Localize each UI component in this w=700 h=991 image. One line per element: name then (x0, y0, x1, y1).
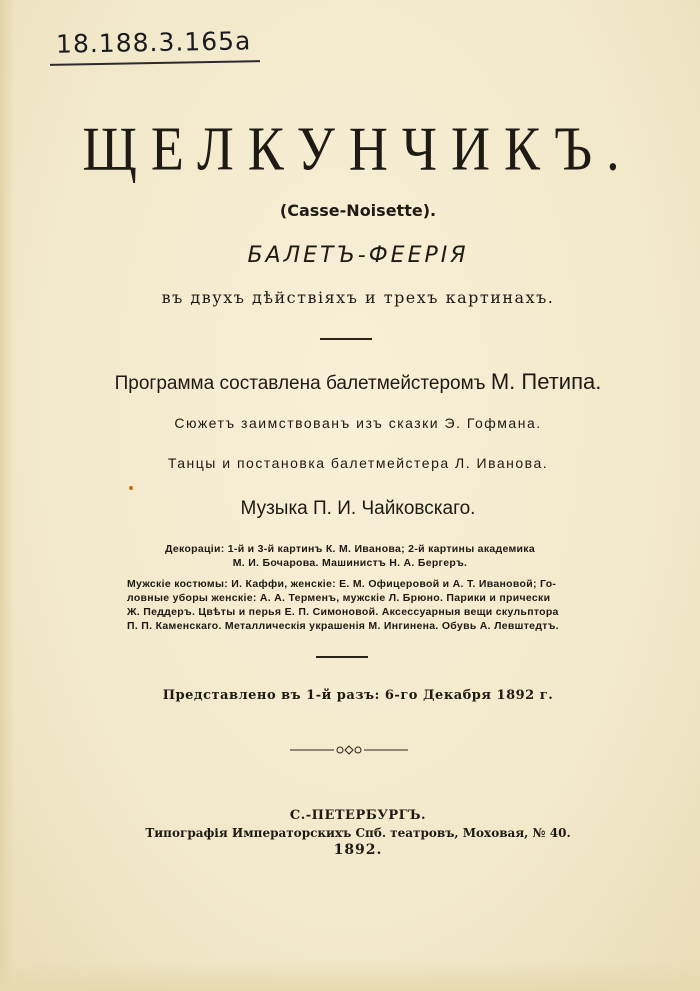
music-credit: Музыка П. И. Чайковскаго. (240, 498, 476, 519)
divider-rule-2 (316, 656, 368, 658)
french-subtitle: (Casse-Noisette). (279, 201, 437, 220)
plot-source: Сюжетъ заимствованъ изъ сказки Э. Гофмана. (174, 415, 542, 431)
costumes-line-3: Ж. Педдеръ. Цвѣты и перья Е. П. Симоновой. Аксессуарныя вещи скульптора (127, 606, 559, 618)
main-title: ЩЕЛКУНЧИКЪ. (82, 114, 634, 184)
divider-rule-1 (320, 338, 372, 340)
choreography-credit: Танцы и постановка балетмейстера Л. Иванова. (167, 455, 549, 471)
costumes-line-1: Мужскіе костюмы: И. Каффи, женскіе: Е. М. Офицеровой и А. Т. Ивановой; Го- (127, 578, 557, 590)
library-call-number: 18.188.3.165а (55, 26, 252, 59)
program-credit (8, 369, 700, 395)
imprint-year: 1892. (333, 842, 383, 858)
genre-heading: БАЛЕТЪ-ФЕЕРІЯ (247, 243, 469, 268)
ink-speck (129, 486, 133, 490)
program-credit-text: Программа составлена балетмейстеромъ (114, 373, 486, 394)
costumes-line-4: П. П. Каменскаго. Металлическія украшенія М. Ингинена. Обувь А. Левштедтъ. (127, 620, 559, 632)
acts-description: въ двухъ дѣйствіяхъ и трехъ картинахъ. (161, 288, 555, 307)
costumes-line-2: ловные уборы женскіе: А. А. Терменъ, мужскіе Л. Брюно. Парики и прически (127, 592, 551, 604)
imprint-city: С.-ПЕТЕРБУРГЪ. (289, 808, 427, 823)
ornament-divider-icon (290, 744, 408, 756)
page-bottom-shadow (0, 961, 700, 991)
imprint-printer: Типографія Императорскихъ Спб. театровъ, Моховая, № 40. (145, 826, 571, 840)
decorations-line-2: М. И. Бочарова. Машинистъ Н. А. Бергеръ. (232, 557, 468, 569)
program-credit-name: М. Петипа. (490, 369, 602, 394)
premiere-date: Представлено въ 1-й разъ: 6-го Декабря 1892 г. (162, 688, 554, 703)
decorations-line-1: Декораціи: 1-й и 3-й картинъ К. М. Иванова; 2-й картины академика (164, 543, 535, 555)
